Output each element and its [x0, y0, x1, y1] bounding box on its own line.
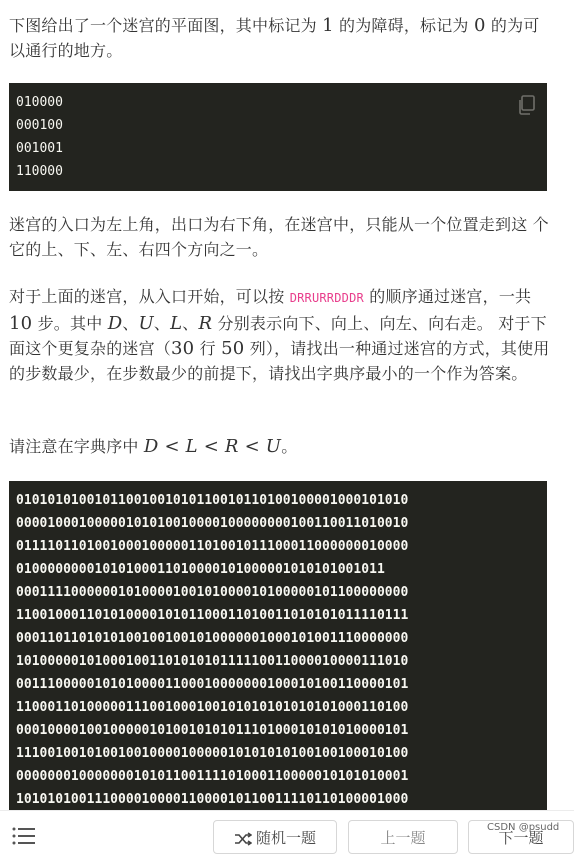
example-text: 、 — [153, 314, 171, 333]
intro-text: 下图给出了一个迷宫的平面图，其中标记为 — [9, 16, 323, 35]
math-order: D < L < R < U — [143, 436, 282, 457]
code-line: 11001000110101000010101100011010011010101011110111 — [16, 608, 409, 623]
intro-text: 的为可以通行的地方。 — [9, 16, 540, 60]
order-text: 。 — [281, 437, 298, 456]
list-menu-icon[interactable] — [12, 827, 36, 845]
math-r: R — [198, 313, 213, 334]
inline-code-path: DRRURRDDDR — [289, 291, 364, 305]
math-rows: 30 — [171, 338, 195, 359]
example-paragraph — [9, 284, 554, 386]
code-line: 01010101001011001001010110010110100100001000101010 — [16, 493, 409, 508]
math-l: L — [170, 313, 183, 334]
code-line: 000100 — [16, 118, 63, 133]
code-line: 00010000100100000101001010101110100010101010000101 — [16, 723, 409, 738]
math-u: U — [138, 313, 154, 334]
code-line: 10101010011100001000011000010110011110110100001000 — [16, 792, 409, 807]
entry-paragraph: 迷宫的入口为左上角，出口为右下角，在迷宫中，只能从一个位置走到这 个它的上、下、左、右四个方向之一。 — [9, 215, 549, 259]
example-text: 、 — [182, 314, 199, 333]
prev-question-button[interactable] — [348, 820, 458, 854]
code-line: 00000001000000010101100111101000110000010101010001 — [16, 769, 409, 784]
example-text: 步。其中 — [32, 314, 108, 333]
example-text: 分别表示向下、向上、向左、向右走。 对于下面这个更复杂的迷宫（ — [9, 314, 547, 358]
code-line: 010000 — [16, 95, 63, 110]
big-maze-code-block — [9, 481, 547, 810]
random-question-button[interactable] — [213, 820, 337, 854]
math-one: 1 — [322, 15, 334, 36]
next-label: 下一题 — [498, 829, 544, 847]
order-paragraph — [9, 434, 554, 459]
code-line: 01000000001010100011010000101000001010101001011 — [16, 562, 385, 577]
code-line: 110000 — [16, 164, 63, 179]
code-line: 00011110000001010000100101000010100000101100000000 — [16, 585, 409, 600]
code-line: 11000110100000111001000100101010101010101000110100 — [16, 700, 409, 715]
math-steps: 10 — [9, 313, 33, 334]
order-text: 请注意在字典序中 — [9, 437, 144, 456]
math-zero: 0 — [473, 15, 486, 36]
code-line: 10100000101000100110101010111110011000010000111010 — [16, 654, 409, 669]
copy-icon[interactable] — [517, 95, 535, 115]
example-text: 对于上面的迷宫，从入口开始，可以按 — [9, 287, 290, 306]
code-line: 11100100101001001000010000010101010100100100010100 — [16, 746, 409, 761]
example-text: 、 — [122, 314, 139, 333]
example-text: 列），请找出一种通过迷宫的方式，其使用的步数最少，在步数最少的前提下，请找出字典序最小的一个作为答案。 — [9, 339, 550, 383]
csdn-watermark: CSDN @psudd — [487, 822, 560, 833]
example-text: 行 — [194, 339, 222, 358]
example-text: 的顺序通过迷宫，一共 — [363, 287, 532, 306]
random-label: 随机一题 — [255, 829, 316, 847]
math-d: D — [107, 313, 123, 334]
math-cols: 50 — [221, 338, 245, 359]
code-line: 00111000001010100001100010000000100010100110000101 — [16, 677, 409, 692]
intro-text: 的为障碍，标记为 — [333, 16, 474, 35]
intro-paragraph — [9, 13, 549, 63]
small-maze-code-block — [9, 83, 547, 191]
code-line: 00011011010101001001001010000001000101001110000000 — [16, 631, 409, 646]
code-line: 01111011010010001000001101001011100011000000010000 — [16, 539, 409, 554]
prev-label: 上一题 — [380, 829, 426, 847]
shuffle-icon — [234, 832, 252, 846]
code-line: 00001000100000101010010000100000000100110011010010 — [16, 516, 409, 531]
code-line: 001001 — [16, 141, 63, 156]
